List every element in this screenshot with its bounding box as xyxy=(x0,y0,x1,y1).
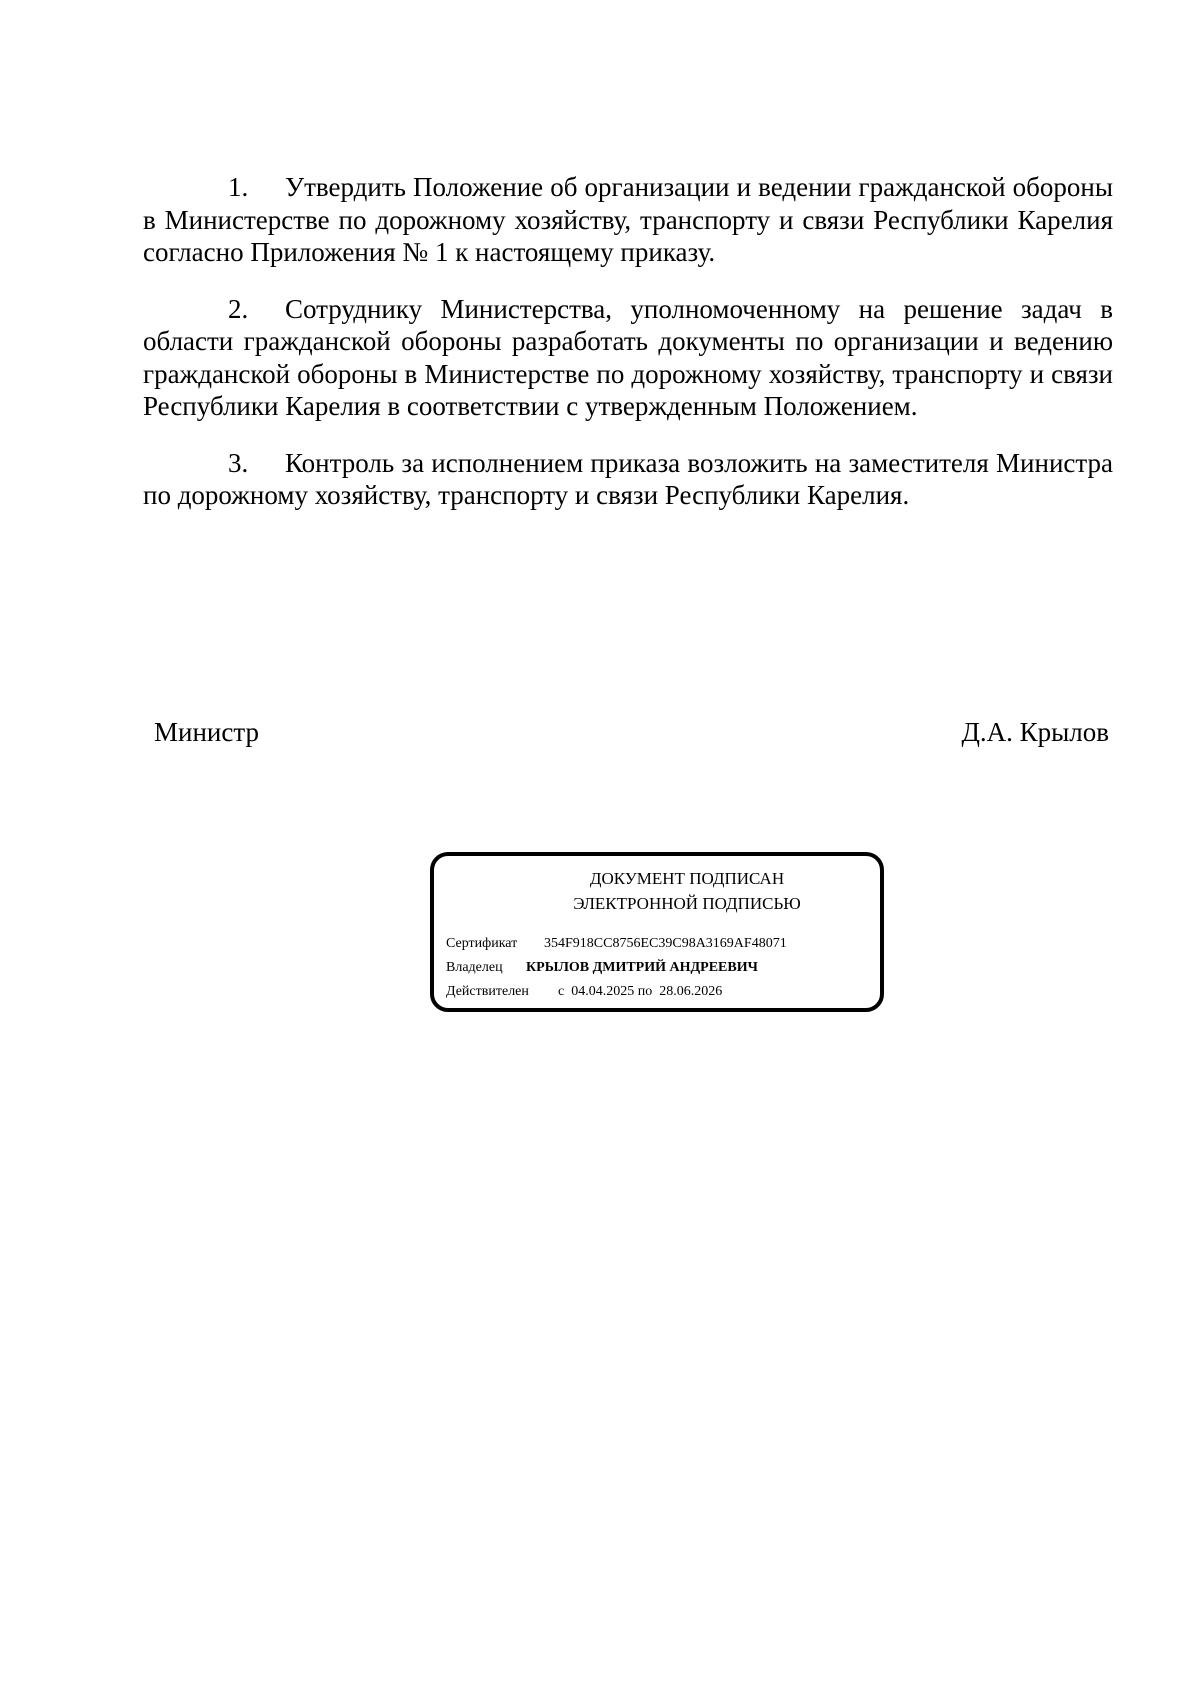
valid-to-date: 28.06.2026 xyxy=(659,984,723,999)
order-paragraph-2 xyxy=(143,293,1113,423)
signatory-position: Министр xyxy=(154,717,259,747)
valid-from-prefix: с xyxy=(558,984,565,999)
paragraph-text: Сотруднику Министерства, уполномоченному на решение задач в области гражданской обороны разработать документы по организации и ведению гражданской обороны в Министерстве по дорожному хозяйству, транспорту и связи Республики Карелия в соответствии с утвержденным Положением. xyxy=(143,293,1113,421)
stamp-title-line-2: ЭЛЕКТРОННОЙ ПОДПИСЬЮ xyxy=(573,894,801,913)
owner-value: КРЫЛОВ ДМИТРИЙ АНДРЕЕВИЧ xyxy=(526,960,758,975)
paragraph-text: Контроль за исполнением приказа возложить на заместителя Министра по дорожному хозяйству, транспорту и связи Республики Карелия. xyxy=(143,447,1113,510)
validity-label: Действителен xyxy=(446,984,529,999)
valid-to-prefix: по xyxy=(637,984,653,999)
order-paragraph-1 xyxy=(143,171,1113,269)
signature-block xyxy=(154,716,1109,748)
signatory-name: Д.А. Крылов xyxy=(961,717,1109,747)
electronic-signature-stamp xyxy=(430,852,884,1012)
paragraph-text: Утвердить Положение об организации и ведении гражданской обороны в Министерстве по дорожному хозяйству, транспорту и связи Республики Карелия согласно Приложения № 1 к настоящему приказу. xyxy=(143,172,1113,267)
owner-label: Владелец xyxy=(446,960,503,975)
paragraph-number: 3. xyxy=(228,447,249,478)
valid-from-date: 04.04.2025 xyxy=(571,984,635,999)
stamp-title-line-1: ДОКУМЕНТ ПОДПИСАН xyxy=(589,869,785,888)
paragraph-number: 2. xyxy=(228,293,249,324)
certificate-label: Сертификат xyxy=(446,936,518,951)
stamp-certificate-row xyxy=(446,935,787,953)
stamp-title xyxy=(434,866,880,916)
order-body xyxy=(143,171,1113,536)
stamp-owner-row xyxy=(446,959,758,977)
stamp-validity-row xyxy=(446,983,722,1001)
order-paragraph-3 xyxy=(143,447,1113,512)
certificate-value: 354F918CC8756EC39C98A3169AF48071 xyxy=(544,936,787,951)
paragraph-number: 1. xyxy=(228,172,249,202)
